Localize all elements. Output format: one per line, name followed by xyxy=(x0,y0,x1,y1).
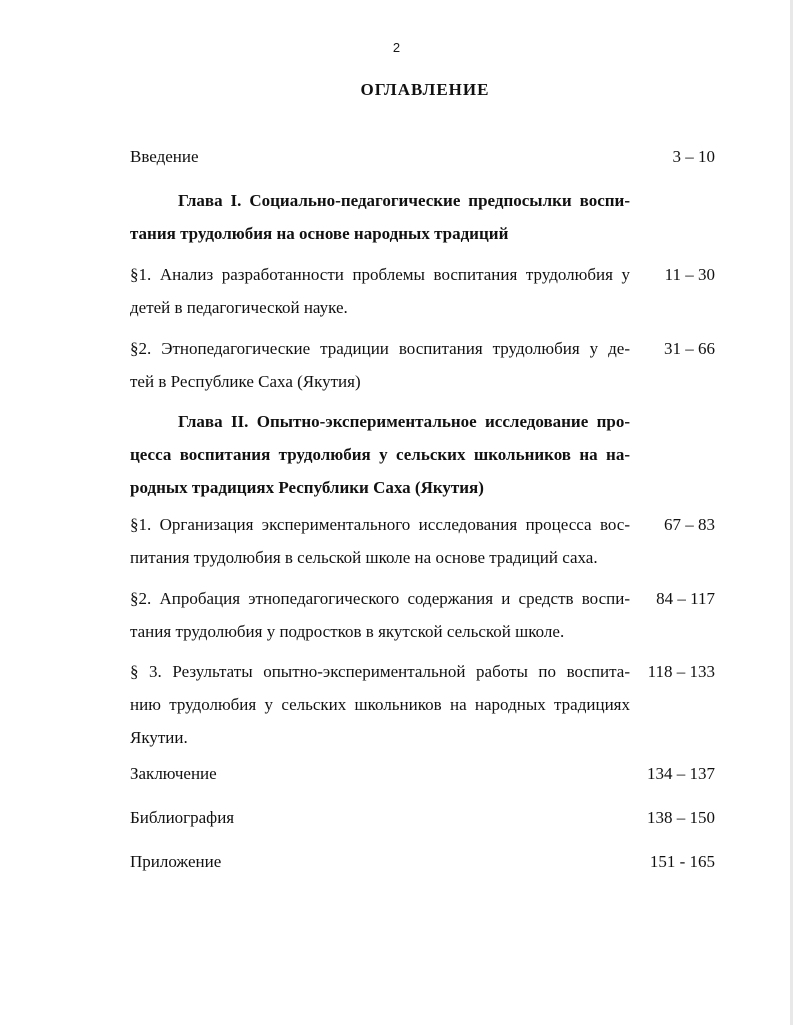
toc-entry-text xyxy=(130,332,630,398)
toc-entry-line: тания трудолюбия у подростков в якутской сельской школе. xyxy=(130,622,565,641)
toc-entry-line: нию трудолюбия у сельских школьников на народных традициях xyxy=(130,695,630,714)
toc-entry-line: § 3. Результаты опытно-экспериментальной работы по воспита- xyxy=(130,662,630,681)
toc-entry-text xyxy=(130,655,630,754)
toc-entry-line: §2. Апробация этнопедагогического содержания и средств воспи- xyxy=(130,589,630,608)
toc-entry-line: Введение xyxy=(130,147,199,166)
toc-entry-line: §1. Организация экспериментального исследования процесса вос- xyxy=(130,515,630,534)
toc-entry-pages: 118 – 133 xyxy=(647,662,715,681)
page-title: ОГЛАВЛЕНИЕ xyxy=(360,80,490,99)
toc-entry-line: питания трудолюбия в сельской школе на основе традиций саха. xyxy=(130,548,598,567)
toc-entry-text xyxy=(130,508,630,574)
page-number: 2 xyxy=(392,40,401,55)
toc-entry-pages: 151 - 165 xyxy=(649,852,715,871)
toc-entry-line: Приложение xyxy=(130,852,222,871)
toc-entry-pages: 84 – 117 xyxy=(656,589,715,608)
toc-entry-line: Якутии. xyxy=(130,728,188,747)
toc-entry-line: Глава II. Опытно-экспериментальное исследование про- xyxy=(178,412,630,431)
toc-entry-pages: 67 – 83 xyxy=(664,515,715,534)
toc-entry-line: цесса воспитания трудолюбия у сельских школьников на на- xyxy=(130,445,630,464)
toc-entry-line: тей в Республике Саха (Якутия) xyxy=(130,372,361,391)
toc-entry-line: детей в педагогической науке. xyxy=(130,298,348,317)
toc-entry-line: Заключение xyxy=(130,764,217,783)
toc-entry-line: родных традициях Республики Саха (Якутия) xyxy=(130,478,484,497)
toc-entry-text xyxy=(130,801,550,834)
toc-entry-pages: 11 – 30 xyxy=(664,265,715,284)
toc-entry-text xyxy=(130,845,550,878)
toc-entry-text xyxy=(130,405,630,504)
toc-entry-pages: 138 – 150 xyxy=(647,808,715,827)
toc-entry-pages: 31 – 66 xyxy=(664,339,715,358)
toc-entry-text xyxy=(130,184,630,250)
toc-entry-text xyxy=(130,582,630,648)
toc-entry-line: §2. Этнопедагогические традиции воспитания трудолюбия у де- xyxy=(130,339,630,358)
toc-entry-line: Глава I. Социально-педагогические предпосылки воспи- xyxy=(178,191,630,210)
toc-entry-text xyxy=(130,757,550,790)
toc-entry-line: тания трудолюбия на основе народных традиций xyxy=(130,224,509,243)
toc-entry-pages: 134 – 137 xyxy=(647,764,715,783)
toc-entry-line: Библиография xyxy=(130,808,235,827)
toc-entry-line: §1. Анализ разработанности проблемы воспитания трудолюбия у xyxy=(130,265,630,284)
toc-entry-pages: 3 – 10 xyxy=(672,147,715,166)
toc-entry-text xyxy=(130,258,630,324)
toc-entry-text xyxy=(130,140,550,173)
